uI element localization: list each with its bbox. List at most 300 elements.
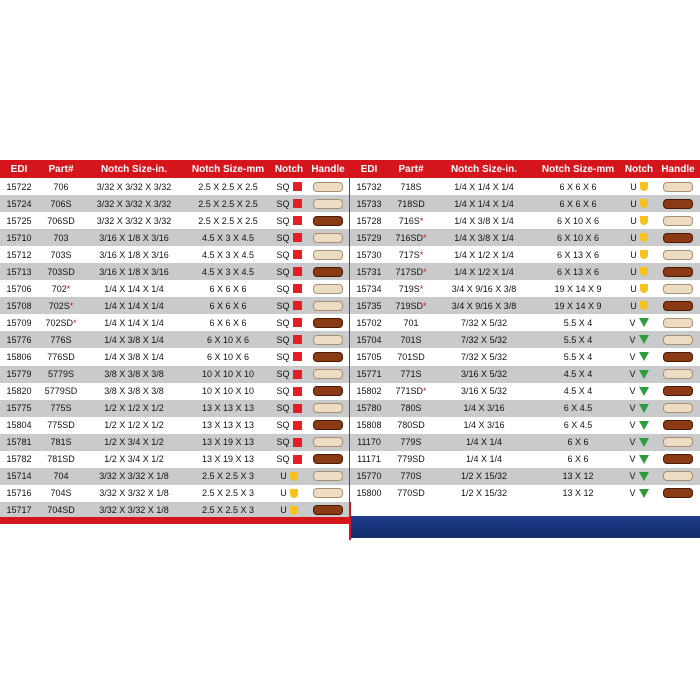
handle-cell [306, 182, 350, 192]
notch-size-mm-cell: 6 X 4.5 [563, 420, 593, 431]
right-table [350, 160, 700, 502]
notch-size-mm-cell: 6 X 6 X 6 [209, 317, 247, 328]
notch-size-in-cell: 3/4 X 9/16 X 3/8 [451, 283, 517, 294]
dark-handle-icon [313, 352, 343, 362]
notch-label: V [629, 454, 636, 465]
edi-cell: 15770 [356, 471, 382, 482]
notch-cell [622, 267, 656, 277]
square-notch-icon [293, 233, 302, 242]
edi-cell: 15722 [6, 181, 32, 192]
table-row [0, 366, 350, 383]
notch-label: SQ [276, 215, 290, 226]
notch-size-in-cell: 3/32 X 3/32 X 1/8 [99, 471, 169, 482]
handle-cell [656, 301, 700, 311]
light-handle-icon [313, 284, 343, 294]
dark-handle-icon [663, 199, 693, 209]
edi-cell: 15780 [356, 403, 382, 414]
table-row [0, 383, 350, 400]
notch-size-in-cell: 1/4 X 3/8 X 1/4 [104, 351, 164, 362]
notch-size-mm-cell: 2.5 X 2.5 X 3 [201, 505, 255, 516]
asterisk-mark: * [423, 266, 427, 277]
part-number: 703S [50, 249, 72, 260]
notch-size-in-cell: 3/8 X 3/8 X 3/8 [104, 386, 164, 397]
part-cell [38, 471, 84, 481]
edi-cell: 15712 [6, 249, 32, 260]
table-row [0, 195, 350, 212]
part-number: 779S [400, 437, 422, 448]
handle-cell [306, 471, 350, 481]
asterisk-mark: * [423, 232, 427, 243]
handle-cell [306, 233, 350, 243]
square-notch-icon [293, 284, 302, 293]
part-number: 776SD [47, 351, 75, 362]
dark-handle-icon [663, 386, 693, 396]
notch-cell [622, 352, 656, 362]
table-row [350, 280, 700, 297]
edi-cell: 15730 [356, 249, 382, 260]
u-notch-icon [290, 489, 298, 498]
part-number: 718SD [397, 198, 425, 209]
table-row [0, 246, 350, 263]
part-cell [38, 250, 84, 260]
notch-size-in-cell: 1/4 X 3/8 X 1/4 [104, 334, 164, 345]
part-number: 775SD [47, 420, 75, 431]
part-cell [38, 284, 84, 294]
edi-cell: 15724 [6, 198, 32, 209]
notch-cell [272, 471, 306, 481]
part-number: 780S [400, 403, 422, 414]
table-row [0, 348, 350, 365]
edi-cell: 15704 [356, 334, 382, 345]
table-row [350, 468, 700, 485]
notch-size-in-cell: 3/4 X 9/16 X 3/8 [451, 300, 517, 311]
part-number: 718S [400, 181, 422, 192]
notch-label: U [280, 471, 287, 482]
part-number: 703SD [47, 266, 75, 277]
asterisk-mark: * [423, 386, 427, 397]
notch-label: SQ [276, 403, 290, 414]
notch-size-mm-cell: 2.5 X 2.5 X 2.5 [198, 198, 258, 209]
edi-cell: 15776 [6, 334, 32, 345]
light-handle-icon [663, 284, 693, 294]
part-cell [38, 267, 84, 277]
u-notch-icon [640, 284, 648, 293]
table-row [350, 263, 700, 280]
part-number: 771S [400, 369, 422, 380]
notch-cell [272, 505, 306, 515]
notch-size-in-cell: 3/16 X 1/8 X 3/16 [99, 266, 169, 277]
header-part: Part# [48, 163, 74, 175]
notch-size-in-cell: 3/32 X 3/32 X 3/32 [96, 215, 172, 226]
handle-cell [656, 199, 700, 209]
handle-cell [306, 318, 350, 328]
table-row [0, 434, 350, 451]
notch-cell [622, 454, 656, 464]
notch-size-mm-cell: 13 X 13 X 13 [201, 403, 255, 414]
handle-cell [656, 386, 700, 396]
part-number: 770SD [397, 488, 425, 499]
table-row [350, 195, 700, 212]
notch-cell [622, 420, 656, 430]
notch-label: SQ [276, 249, 290, 260]
dark-handle-icon [663, 454, 693, 464]
part-number: 704SD [47, 505, 75, 516]
part-number: 780SD [397, 420, 425, 431]
notch-size-in-cell: 1/4 X 1/4 X 1/4 [454, 181, 514, 192]
edi-cell: 15782 [6, 454, 32, 465]
notch-cell [622, 233, 656, 243]
notch-size-in-cell: 1/4 X 3/8 X 1/4 [454, 232, 514, 243]
edi-cell: 15806 [6, 351, 32, 362]
u-notch-icon [640, 267, 648, 276]
notch-size-mm-cell: 6 X 10 X 6 [206, 334, 250, 345]
table-row [0, 314, 350, 331]
part-cell [38, 301, 84, 311]
notch-size-mm-cell: 4.5 X 3 X 4.5 [201, 249, 255, 260]
light-handle-icon [313, 488, 343, 498]
notch-size-in-cell: 1/2 X 15/32 [460, 471, 508, 482]
dark-handle-icon [663, 488, 693, 498]
edi-cell: 15709 [6, 317, 32, 328]
handle-cell [306, 335, 350, 345]
header-notch-mm: Notch Size-mm [191, 163, 265, 175]
notch-label: V [629, 403, 636, 414]
notch-size-mm-cell: 19 X 14 X 9 [554, 283, 602, 294]
header-handle: Handle [661, 163, 695, 175]
notch-size-mm-cell: 5.5 X 4 [563, 351, 593, 362]
header-notch: Notch [624, 163, 654, 175]
notch-label: SQ [276, 266, 290, 277]
edi-cell: 15808 [356, 420, 382, 431]
notch-label: U [630, 181, 637, 192]
part-cell [388, 199, 434, 209]
notch-label: U [630, 198, 637, 209]
part-number: 781SD [47, 454, 75, 465]
notch-size-in-cell: 7/32 X 5/32 [460, 317, 508, 328]
notch-cell [272, 420, 306, 430]
table-row [350, 348, 700, 365]
notch-cell [622, 369, 656, 379]
table-row [0, 331, 350, 348]
notch-size-mm-cell: 5.5 X 4 [563, 334, 593, 345]
part-number: 717S [398, 249, 420, 260]
notch-cell [622, 471, 656, 481]
notch-size-mm-cell: 4.5 X 4 [563, 386, 593, 397]
notch-size-in-cell: 1/4 X 1/4 X 1/4 [454, 198, 514, 209]
notch-size-in-cell: 3/8 X 3/8 X 3/8 [104, 369, 164, 380]
light-handle-icon [313, 250, 343, 260]
notch-size-mm-cell: 6 X 6 X 6 [209, 300, 247, 311]
notch-label: SQ [276, 351, 290, 362]
notch-size-mm-cell: 6 X 10 X 6 [556, 232, 600, 243]
square-notch-icon [293, 335, 302, 344]
part-cell [38, 318, 84, 328]
part-number: 770S [400, 471, 422, 482]
handle-cell [306, 199, 350, 209]
square-notch-icon [293, 301, 302, 310]
notch-size-mm-cell: 13 X 19 X 13 [201, 454, 255, 465]
table-row [350, 314, 700, 331]
handle-cell [306, 301, 350, 311]
table-row [350, 246, 700, 263]
handle-cell [656, 471, 700, 481]
notch-size-in-cell: 3/16 X 1/8 X 3/16 [99, 249, 169, 260]
table-row [0, 485, 350, 502]
asterisk-mark: * [419, 215, 424, 226]
handle-cell [306, 505, 350, 515]
notch-label: V [629, 386, 636, 397]
edi-cell: 15731 [356, 266, 382, 277]
part-cell [388, 403, 434, 413]
square-notch-icon [293, 216, 302, 225]
part-cell [388, 182, 434, 192]
light-handle-icon [313, 437, 343, 447]
dark-handle-icon [663, 267, 693, 277]
table-row [0, 229, 350, 246]
part-cell [38, 437, 84, 447]
part-cell [38, 182, 84, 192]
square-notch-icon [293, 318, 302, 327]
notch-label: V [629, 334, 636, 345]
notch-size-in-cell: 1/4 X 1/4 [465, 454, 503, 465]
notch-size-mm-cell: 4.5 X 3 X 4.5 [201, 232, 255, 243]
notch-cell [622, 216, 656, 226]
part-cell [388, 420, 434, 430]
notch-size-in-cell: 1/4 X 1/2 X 1/4 [454, 249, 514, 260]
part-cell [388, 216, 434, 226]
table-row [0, 263, 350, 280]
part-number: 716SD [395, 232, 423, 243]
part-cell [388, 335, 434, 345]
asterisk-mark: * [419, 249, 424, 260]
handle-cell [656, 233, 700, 243]
table-row [0, 280, 350, 297]
u-notch-icon [640, 233, 648, 242]
table-row [0, 178, 350, 195]
edi-cell: 15713 [6, 266, 32, 277]
notch-size-mm-cell: 13 X 12 [562, 488, 594, 499]
v-notch-icon [639, 455, 649, 464]
part-cell [388, 369, 434, 379]
table-row [350, 212, 700, 229]
light-handle-icon [313, 335, 343, 345]
edi-cell: 15717 [6, 505, 32, 516]
header-notch: Notch [274, 163, 304, 175]
handle-cell [656, 267, 700, 277]
part-cell [388, 233, 434, 243]
part-cell [388, 267, 434, 277]
part-number: 701 [403, 317, 419, 328]
part-cell [38, 488, 84, 498]
handle-cell [656, 318, 700, 328]
header-part: Part# [398, 163, 424, 175]
part-number: 5779S [47, 369, 75, 380]
notch-size-mm-cell: 6 X 13 X 6 [556, 266, 600, 277]
edi-cell: 15779 [6, 369, 32, 380]
notch-cell [622, 199, 656, 209]
square-notch-icon [293, 352, 302, 361]
notch-label: SQ [276, 300, 290, 311]
notch-label: V [629, 420, 636, 431]
notch-cell [272, 318, 306, 328]
handle-cell [306, 403, 350, 413]
v-notch-icon [639, 472, 649, 481]
part-cell [38, 403, 84, 413]
part-cell [38, 386, 84, 396]
notch-size-in-cell: 1/4 X 1/4 X 1/4 [104, 300, 164, 311]
dark-handle-icon [313, 454, 343, 464]
notch-label: SQ [276, 369, 290, 380]
square-notch-icon [293, 455, 302, 464]
notch-size-mm-cell: 6 X 6 [567, 437, 589, 448]
v-notch-icon [639, 352, 649, 361]
notch-size-in-cell: 1/2 X 3/4 X 1/2 [104, 437, 164, 448]
part-cell [38, 454, 84, 464]
notch-size-mm-cell: 2.5 X 2.5 X 2.5 [198, 215, 258, 226]
right-table-body [350, 178, 700, 502]
square-notch-icon [293, 267, 302, 276]
header-notch-mm: Notch Size-mm [541, 163, 615, 175]
table-row [0, 451, 350, 468]
handle-cell [656, 352, 700, 362]
notch-cell [272, 335, 306, 345]
light-handle-icon [313, 403, 343, 413]
part-number: 716S [398, 215, 420, 226]
v-notch-icon [639, 421, 649, 430]
asterisk-mark: * [66, 283, 71, 294]
u-notch-icon [290, 506, 298, 515]
notch-size-mm-cell: 5.5 X 4 [563, 317, 593, 328]
edi-cell: 15735 [356, 300, 382, 311]
part-cell [388, 284, 434, 294]
edi-cell: 15800 [356, 488, 382, 499]
notch-label: V [629, 488, 636, 499]
v-notch-icon [639, 318, 649, 327]
notch-size-mm-cell: 10 X 10 X 10 [201, 386, 255, 397]
asterisk-mark: * [73, 317, 77, 328]
notch-cell [622, 437, 656, 447]
table-row [350, 417, 700, 434]
square-notch-icon [293, 438, 302, 447]
notch-cell [272, 267, 306, 277]
part-number: 719SD [395, 300, 423, 311]
edi-cell: 15781 [6, 437, 32, 448]
light-handle-icon [663, 403, 693, 413]
edi-cell: 15708 [6, 300, 32, 311]
notch-label: SQ [276, 232, 290, 243]
part-number: 706 [53, 181, 69, 192]
notch-size-in-cell: 3/32 X 3/32 X 1/8 [99, 505, 169, 516]
edi-cell: 15728 [356, 215, 382, 226]
trowel-spec-sheet [0, 160, 700, 540]
notch-size-in-cell: 3/16 X 1/8 X 3/16 [99, 232, 169, 243]
edi-cell: 15820 [6, 386, 32, 397]
handle-cell [656, 369, 700, 379]
part-cell [38, 216, 84, 226]
notch-label: V [629, 437, 636, 448]
table-row [350, 434, 700, 451]
edi-cell: 15804 [6, 420, 32, 431]
handle-cell [306, 488, 350, 498]
handle-cell [656, 335, 700, 345]
notch-label: U [630, 266, 637, 277]
edi-cell: 15734 [356, 283, 382, 294]
notch-size-in-cell: 1/2 X 3/4 X 1/2 [104, 454, 164, 465]
notch-label: SQ [276, 454, 290, 465]
notch-label: V [629, 317, 636, 328]
part-cell [388, 386, 434, 396]
light-handle-icon [663, 437, 693, 447]
header-notch-in: Notch Size-in. [100, 163, 168, 175]
notch-size-in-cell: 1/4 X 3/16 [463, 403, 505, 414]
u-notch-icon [640, 182, 648, 191]
handle-cell [306, 216, 350, 226]
edi-cell: 15716 [6, 488, 32, 499]
u-notch-icon [640, 199, 648, 208]
edi-cell: 11171 [357, 454, 381, 465]
dark-handle-icon [663, 352, 693, 362]
notch-cell [272, 437, 306, 447]
notch-size-mm-cell: 4.5 X 4 [563, 369, 593, 380]
notch-size-in-cell: 7/32 X 5/32 [460, 334, 508, 345]
notch-cell [272, 369, 306, 379]
light-handle-icon [313, 369, 343, 379]
part-number: 702S [48, 300, 70, 311]
part-number: 701S [400, 334, 422, 345]
header-notch-in: Notch Size-in. [450, 163, 518, 175]
light-handle-icon [313, 301, 343, 311]
table-row [350, 400, 700, 417]
table-row [0, 417, 350, 434]
table-row [350, 383, 700, 400]
light-handle-icon [663, 335, 693, 345]
notch-label: SQ [276, 437, 290, 448]
notch-cell [622, 250, 656, 260]
edi-cell: 11170 [357, 437, 381, 448]
notch-cell [622, 386, 656, 396]
notch-size-in-cell: 3/32 X 3/32 X 3/32 [96, 181, 172, 192]
part-number: 775S [50, 403, 72, 414]
handle-cell [656, 182, 700, 192]
notch-cell [272, 199, 306, 209]
handle-cell [656, 403, 700, 413]
notch-size-in-cell: 3/16 X 5/32 [460, 369, 508, 380]
light-handle-icon [663, 216, 693, 226]
notch-size-mm-cell: 2.5 X 2.5 X 3 [201, 471, 255, 482]
notch-cell [272, 233, 306, 243]
notch-cell [622, 488, 656, 498]
handle-cell [306, 267, 350, 277]
part-number: 702 [51, 283, 67, 294]
part-cell [388, 437, 434, 447]
notch-label: SQ [276, 317, 290, 328]
notch-cell [272, 182, 306, 192]
handle-cell [656, 488, 700, 498]
notch-label: SQ [276, 334, 290, 345]
notch-label: V [629, 369, 636, 380]
table-row [350, 229, 700, 246]
u-notch-icon [290, 472, 298, 481]
square-notch-icon [293, 387, 302, 396]
part-number: 781S [50, 437, 72, 448]
light-handle-icon [313, 199, 343, 209]
notch-size-in-cell: 1/4 X 1/2 X 1/4 [454, 266, 514, 277]
light-handle-icon [663, 318, 693, 328]
part-cell [38, 352, 84, 362]
u-notch-icon [640, 250, 648, 259]
v-notch-icon [639, 404, 649, 413]
part-cell [388, 301, 434, 311]
